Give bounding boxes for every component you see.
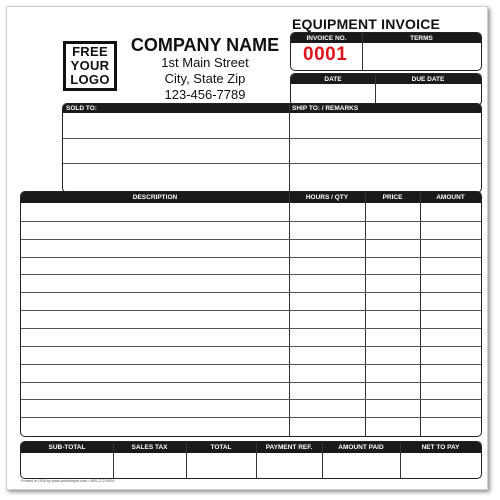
table-row-line xyxy=(21,417,481,418)
table-row-line xyxy=(21,274,481,275)
terms-label: TERMS xyxy=(410,34,433,42)
date-label: DATE xyxy=(324,75,342,83)
col-amount: AMOUNT xyxy=(436,194,465,201)
logo-line-3: LOGO xyxy=(70,72,110,87)
ship-to-label: SHIP TO: / REMARKS xyxy=(292,105,359,112)
logo-line-2: YOUR xyxy=(70,58,110,73)
invoice-number: 0001 xyxy=(303,44,348,65)
col-hours-qty: HOURS / QTY xyxy=(305,194,349,201)
table-row-line xyxy=(21,328,481,329)
invoice-number-box xyxy=(290,32,482,71)
sub-total-label: SUB-TOTAL xyxy=(48,444,86,451)
logo-placeholder xyxy=(63,41,117,91)
parties-box xyxy=(62,103,482,193)
col-price: PRICE xyxy=(382,194,403,201)
amount-paid-label: AMOUNT PAID xyxy=(338,444,384,451)
payment-ref-label: PAYMENT REF. xyxy=(265,444,313,451)
table-row-line xyxy=(21,292,481,293)
sales-tax-label: SALES TAX xyxy=(131,444,168,451)
table-row-line xyxy=(21,382,481,383)
sold-to-label: SOLD TO: xyxy=(66,105,97,112)
line-items-table xyxy=(20,191,482,437)
printer-footnote: Printed in USA by www.printsimple.com • 800-272-5591 xyxy=(21,479,115,483)
date-box xyxy=(290,73,482,106)
total-label: TOTAL xyxy=(210,444,232,451)
net-to-pay-label: NET TO PAY xyxy=(421,444,460,451)
table-row-line xyxy=(21,239,481,240)
logo-line-1: FREE xyxy=(72,44,108,59)
totals-box xyxy=(20,441,482,479)
company-block xyxy=(126,35,284,103)
table-row-line xyxy=(21,399,481,400)
table-row-line xyxy=(21,221,481,222)
invoice-no-label: INVOICE NO. xyxy=(306,34,347,42)
due-date-label: DUE DATE xyxy=(411,75,445,83)
col-description: DESCRIPTION xyxy=(132,194,178,201)
invoice-form xyxy=(6,6,488,490)
table-row-line xyxy=(21,257,481,258)
company-address: 1st Main Street xyxy=(161,55,249,70)
table-row-line xyxy=(21,364,481,365)
company-name: COMPANY NAME xyxy=(130,35,280,55)
table-row-line xyxy=(21,310,481,311)
table-row-line xyxy=(21,346,481,347)
company-phone: 123-456-7789 xyxy=(164,87,246,102)
company-city: City, State Zip xyxy=(164,71,246,86)
document-title: EQUIPMENT INVOICE xyxy=(292,16,441,32)
